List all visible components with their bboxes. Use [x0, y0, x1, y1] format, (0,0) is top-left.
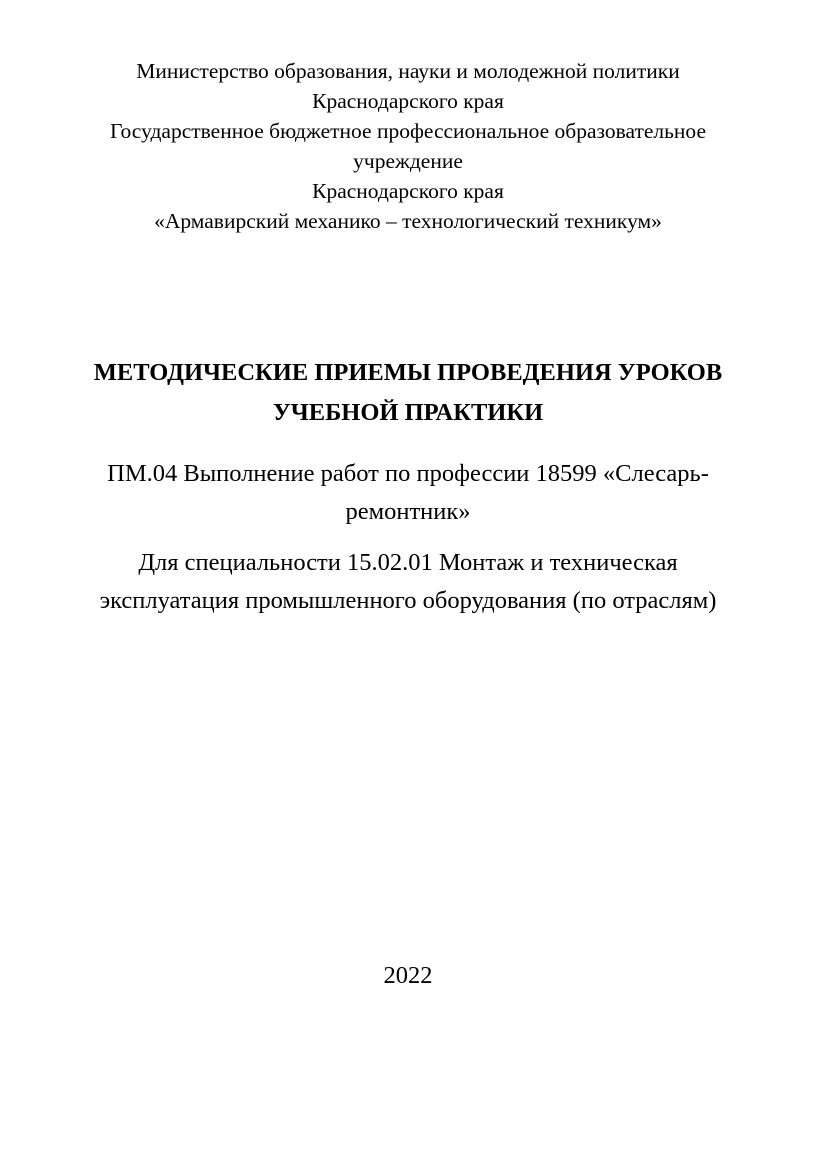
- title-line-1: МЕТОДИЧЕСКИЕ ПРИЕМЫ ПРОВЕДЕНИЯ УРОКОВ: [93, 359, 723, 386]
- header-line-institution: учреждение: [353, 149, 463, 173]
- module-line-1: ПМ.04 Выполнение работ по профессии 18599 «Слесарь-: [107, 460, 709, 487]
- specialty-line-2: эксплуатация промышленного оборудования (по отраслям): [99, 587, 717, 614]
- header-line-institution-name: «Армавирский механико – технологический техникум»: [154, 209, 662, 233]
- title-line-2: УЧЕБНОЙ ПРАКТИКИ: [272, 399, 544, 426]
- specialty-line-1: Для специальности 15.02.01 Монтаж и техническая: [138, 549, 678, 576]
- institution-header: [20, 56, 796, 236]
- module-description: [10, 455, 806, 531]
- header-line-ministry: Министерство образования, науки и молодежной политики: [136, 59, 680, 83]
- specialty-description: [10, 544, 806, 620]
- header-line-institution-type: Государственное бюджетное профессиональное образовательное: [109, 119, 706, 143]
- document-year: 2022: [383, 962, 433, 989]
- module-line-2: ремонтник»: [345, 498, 471, 525]
- document-title: [10, 353, 806, 433]
- header-line-institution-region: Краснодарского края: [312, 179, 504, 203]
- header-line-region: Краснодарского края: [312, 89, 504, 113]
